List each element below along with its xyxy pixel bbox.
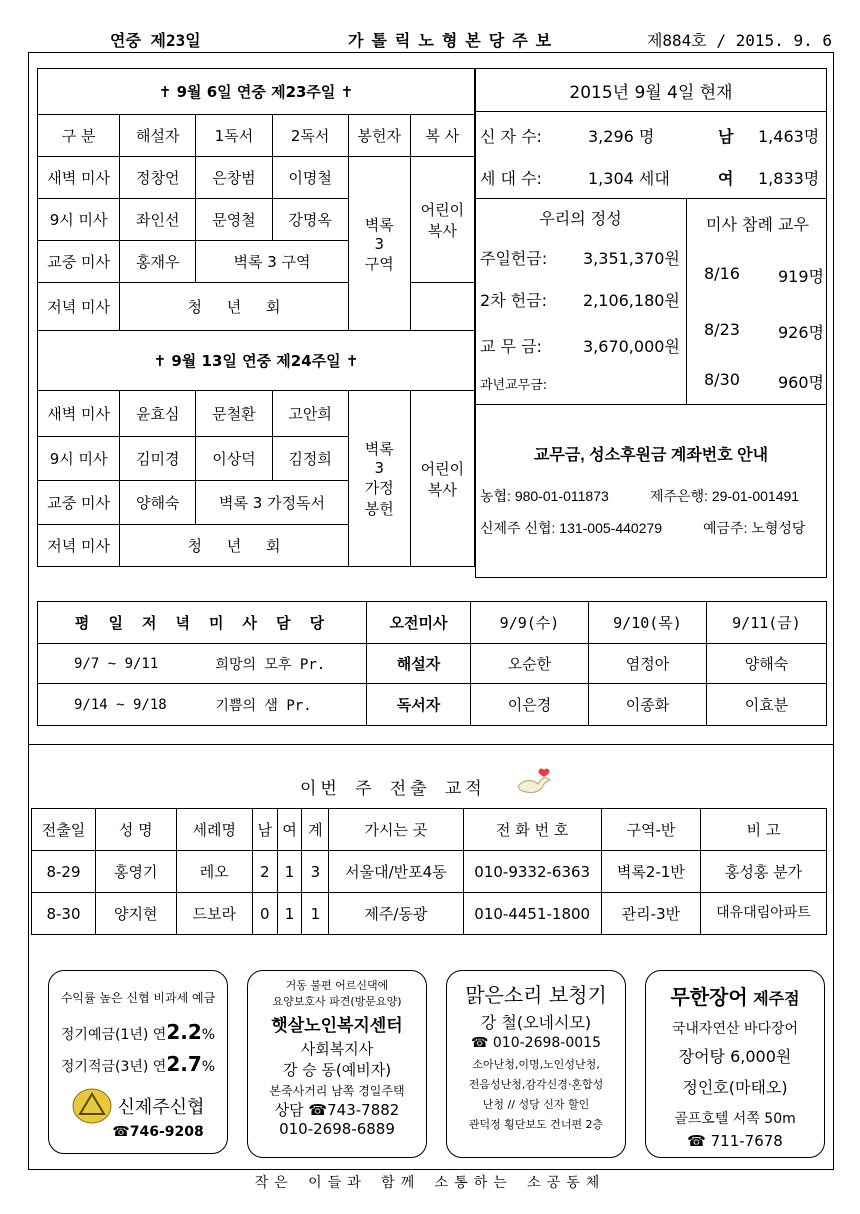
remarks: 대유대림아파트 (700, 893, 826, 935)
male-label: 남 (718, 127, 734, 146)
attendance-title: 미사 참례 교우 (706, 215, 809, 234)
col-header: 봉헌자 (348, 115, 410, 157)
empty-cell (410, 283, 474, 331)
col-header: 계 (302, 809, 329, 851)
ad-brand (49, 1088, 227, 1124)
stats-title: 2015년 9월 4일 현재 (569, 83, 733, 103)
day-header: 9/11(금) (707, 602, 827, 644)
account-shinhyup: 신제주 신협: 131-005-440279 (480, 520, 663, 536)
role: 독서자 (367, 684, 471, 726)
col-header: 1독서 (196, 115, 272, 157)
ad-line: 난청 // 성당 신자 할인 (482, 1098, 590, 1111)
credit-union-logo-icon (72, 1088, 112, 1124)
ad-credit-union (48, 970, 228, 1154)
mass-time: 저녁 미사 (38, 283, 120, 331)
legion-group: 기쁨의 샘 Pr. (213, 684, 366, 726)
ad-phone: ☎ 010-2698-0015 (471, 1035, 601, 1051)
ad-brand-name: 신제주신협 (117, 1097, 205, 1118)
baptismal-name: 드보라 (176, 893, 252, 935)
ad-deposit-rate: 정기예금(1년) 연2.2% (60, 1020, 216, 1044)
female-count: 1 (277, 851, 302, 893)
past-dues-label: 과년교무금: (480, 378, 548, 393)
ad-mobile: 010-2698-6889 (279, 1120, 395, 1138)
role: 해설자 (367, 644, 471, 684)
divider (475, 404, 827, 405)
transfer-date: 8-29 (32, 851, 96, 893)
divider (28, 744, 834, 745)
attendance-date: 8/30 (704, 370, 740, 389)
ad-welfare-center (247, 970, 427, 1158)
reader2: 강명옥 (272, 199, 348, 241)
male-count: 0 (252, 893, 277, 935)
commentator: 좌인선 (120, 199, 196, 241)
ad-eel-restaurant (645, 970, 825, 1158)
offerer-cell: 벽록 3 구역 (348, 157, 410, 331)
ad-savings-rate: 정기적금(3년) 연2.7% (60, 1052, 216, 1076)
commentator: 윤효심 (120, 391, 196, 437)
ad-line: 거동 불편 어르신댁에 (285, 979, 389, 992)
account-jeju: 제주은행: 29-01-001491 (650, 488, 800, 504)
attendance-count: 960명 (778, 373, 824, 392)
weekday-mass-table (37, 601, 827, 726)
ad-phone: 상담 ☎743-7882 (274, 1101, 400, 1119)
assignee: 양해숙 (707, 644, 827, 684)
mass-time: 저녁 미사 (38, 525, 120, 567)
readers-group: 벽록 3 구역 (196, 241, 348, 283)
col-header: 2독서 (272, 115, 348, 157)
transfer-title: 이번 주 전출 교적 (300, 779, 486, 799)
youth-group: 청 년 회 (120, 283, 349, 331)
col-header: 전출일 (32, 809, 96, 851)
mass-time: 새벽 미사 (38, 391, 120, 437)
total-count: 1 (302, 893, 329, 935)
server-cell: 어린이 복사 (410, 157, 474, 283)
col-header: 성 명 (96, 809, 177, 851)
col-header: 여 (277, 809, 302, 851)
ad-contact-person: 강 승 동(예비자) (282, 1061, 392, 1079)
phone: 010-4451-1800 (463, 893, 601, 935)
ad-phone: ☎746-9208 (112, 1124, 204, 1140)
liturgical-day: 연중 제23일 (110, 31, 201, 50)
ad-line: 소아난청,이명,노인성난청, (472, 1058, 600, 1071)
mass-time: 9시 미사 (38, 437, 120, 481)
ad-address: 본죽사거리 남쪽 경일주택 (269, 1084, 405, 1098)
female-label: 여 (718, 169, 734, 188)
legion-group: 희망의 모후 Pr. (213, 644, 366, 684)
reader1: 이상덕 (196, 437, 272, 481)
divider (475, 198, 827, 199)
district: 관리-3반 (601, 893, 700, 935)
col-header: 전 화 번 호 (463, 809, 601, 851)
account-nh: 농협: 980-01-011873 (480, 488, 609, 504)
day-header: 9/9(수) (471, 602, 589, 644)
server-cell: 어린이 복사 (410, 391, 474, 567)
col-header: 남 (252, 809, 277, 851)
divider (475, 111, 827, 112)
mass-time: 교중 미사 (38, 481, 120, 525)
assignee: 이은경 (471, 684, 589, 726)
reader1: 은창범 (196, 157, 272, 199)
weekday-title: 평 일 저 녁 미 사 담 당 (38, 602, 367, 644)
ministry-schedule-table (37, 68, 475, 567)
commentator: 김미경 (120, 437, 196, 481)
male-count: 1,463명 (758, 127, 820, 146)
readers-group: 벽록 3 가정독서 (196, 481, 348, 525)
day-header: 9/10(목) (589, 602, 707, 644)
divider (686, 198, 687, 404)
attendance-date: 8/23 (704, 320, 740, 339)
col-header: 구역-반 (601, 809, 700, 851)
ad-line: 전음성난청,감각신경·혼합성 (468, 1078, 604, 1091)
ad-owner: 강 철(오네시모) (480, 1013, 592, 1032)
transfer-name: 양지현 (96, 893, 177, 935)
believers-count: 3,296 명 (588, 127, 655, 146)
col-header: 가시는 곳 (329, 809, 463, 851)
ad-price: 장어탕 6,000원 (678, 1047, 792, 1066)
remarks: 홍성홍 분가 (700, 851, 826, 893)
period: 9/14 ~ 9/18 (38, 684, 214, 726)
mass-time: 9시 미사 (38, 199, 120, 241)
offering-amount: 3,351,370원 (583, 249, 680, 268)
ad-headline: 수익률 높은 신협 비과세 예금 (60, 991, 216, 1005)
assignee: 오순한 (471, 644, 589, 684)
reader2: 이명철 (272, 157, 348, 199)
ad-center-name: 햇살노인복지센터 (271, 1016, 403, 1036)
total-count: 3 (302, 851, 329, 893)
offering-label: 주일헌금: (480, 249, 548, 268)
reader1: 문철환 (196, 391, 272, 437)
mass-time: 새벽 미사 (38, 157, 120, 199)
bulletin-title: 가톨릭노형본당주보 (348, 31, 560, 50)
ad-address: 관덕정 횡단보도 건너편 2층 (468, 1118, 604, 1131)
offering-amount: 3,670,000원 (583, 337, 680, 356)
period: 9/7 ~ 9/11 (38, 644, 214, 684)
week1-title: ✝ 9월 6일 연중 제23주일 ✝ (38, 69, 475, 115)
believers-label: 신 자 수: (480, 127, 542, 146)
assignee: 염정아 (589, 644, 707, 684)
offering-label: 2차 헌금: (480, 291, 548, 310)
issue-info: 제884호 / 2015. 9. 6 (646, 31, 832, 50)
transfer-name: 홍영기 (96, 851, 177, 893)
commentator: 양해숙 (120, 481, 196, 525)
ad-shop-name: 맑은소리 보청기 (465, 983, 607, 1007)
col-header: 해설자 (120, 115, 196, 157)
morning-mass-label: 오전미사 (367, 602, 471, 644)
district: 벽록2-1반 (601, 851, 700, 893)
account-title: 교무금, 성소후원금 계좌번호 안내 (533, 447, 769, 464)
col-header: 복 사 (410, 115, 474, 157)
col-header: 세례명 (176, 809, 252, 851)
male-count: 2 (252, 851, 277, 893)
ad-owner: 정인호(마태오) (682, 1078, 788, 1097)
offering-label: 교 무 금: (480, 337, 542, 356)
assignee: 이효분 (707, 684, 827, 726)
offering-amount: 2,106,180원 (583, 291, 680, 310)
destination: 제주/동광 (329, 893, 463, 935)
ad-line: 요양보호사 파견(방문요양) (272, 995, 402, 1008)
youth-group: 청 년 회 (120, 525, 349, 567)
col-header: 비 고 (700, 809, 826, 851)
commentator: 정창언 (120, 157, 196, 199)
female-count: 1 (277, 893, 302, 935)
bulletin-header (28, 28, 832, 50)
ad-hearing-aid (446, 970, 626, 1158)
phone: 010-9332-6363 (463, 851, 601, 893)
reader1: 문영철 (196, 199, 272, 241)
ad-shop-name: 무한장어 제주점 (670, 985, 800, 1009)
assignee: 이종화 (589, 684, 707, 726)
household-label: 세 대 수: (480, 169, 542, 188)
ad-address: 골프호텔 서쪽 50m (674, 1111, 796, 1127)
account-holder: 예금주: 노형성당 (703, 520, 806, 536)
reader2: 고안희 (272, 391, 348, 437)
week2-title: ✝ 9월 13일 연중 제24주일 ✝ (38, 331, 475, 391)
destination: 서울대/반포4동 (329, 851, 463, 893)
female-count: 1,833명 (758, 169, 820, 188)
reader2: 김정희 (272, 437, 348, 481)
offerer-cell: 벽록 3 가정 봉헌 (348, 391, 410, 567)
ad-line: 사회복지사 (300, 1040, 374, 1058)
mass-time: 교중 미사 (38, 241, 120, 283)
commentator: 홍재우 (120, 241, 196, 283)
col-header: 구 분 (38, 115, 120, 157)
attendance-count: 919명 (778, 267, 824, 286)
attendance-date: 8/16 (704, 264, 740, 283)
ad-phone: ☎ 711-7678 (687, 1132, 783, 1150)
offering-title: 우리의 정성 (539, 209, 622, 228)
baptismal-name: 레오 (176, 851, 252, 893)
ad-line: 국내자연산 바다장어 (671, 1021, 799, 1037)
transfer-date: 8-30 (32, 893, 96, 935)
footer-motto: 작은 이들과 함께 소통하는 소공동체 (254, 1175, 606, 1191)
dove-icon (516, 766, 552, 796)
household-count: 1,304 세대 (588, 169, 670, 188)
transfer-table (31, 808, 827, 935)
attendance-count: 926명 (778, 323, 824, 342)
